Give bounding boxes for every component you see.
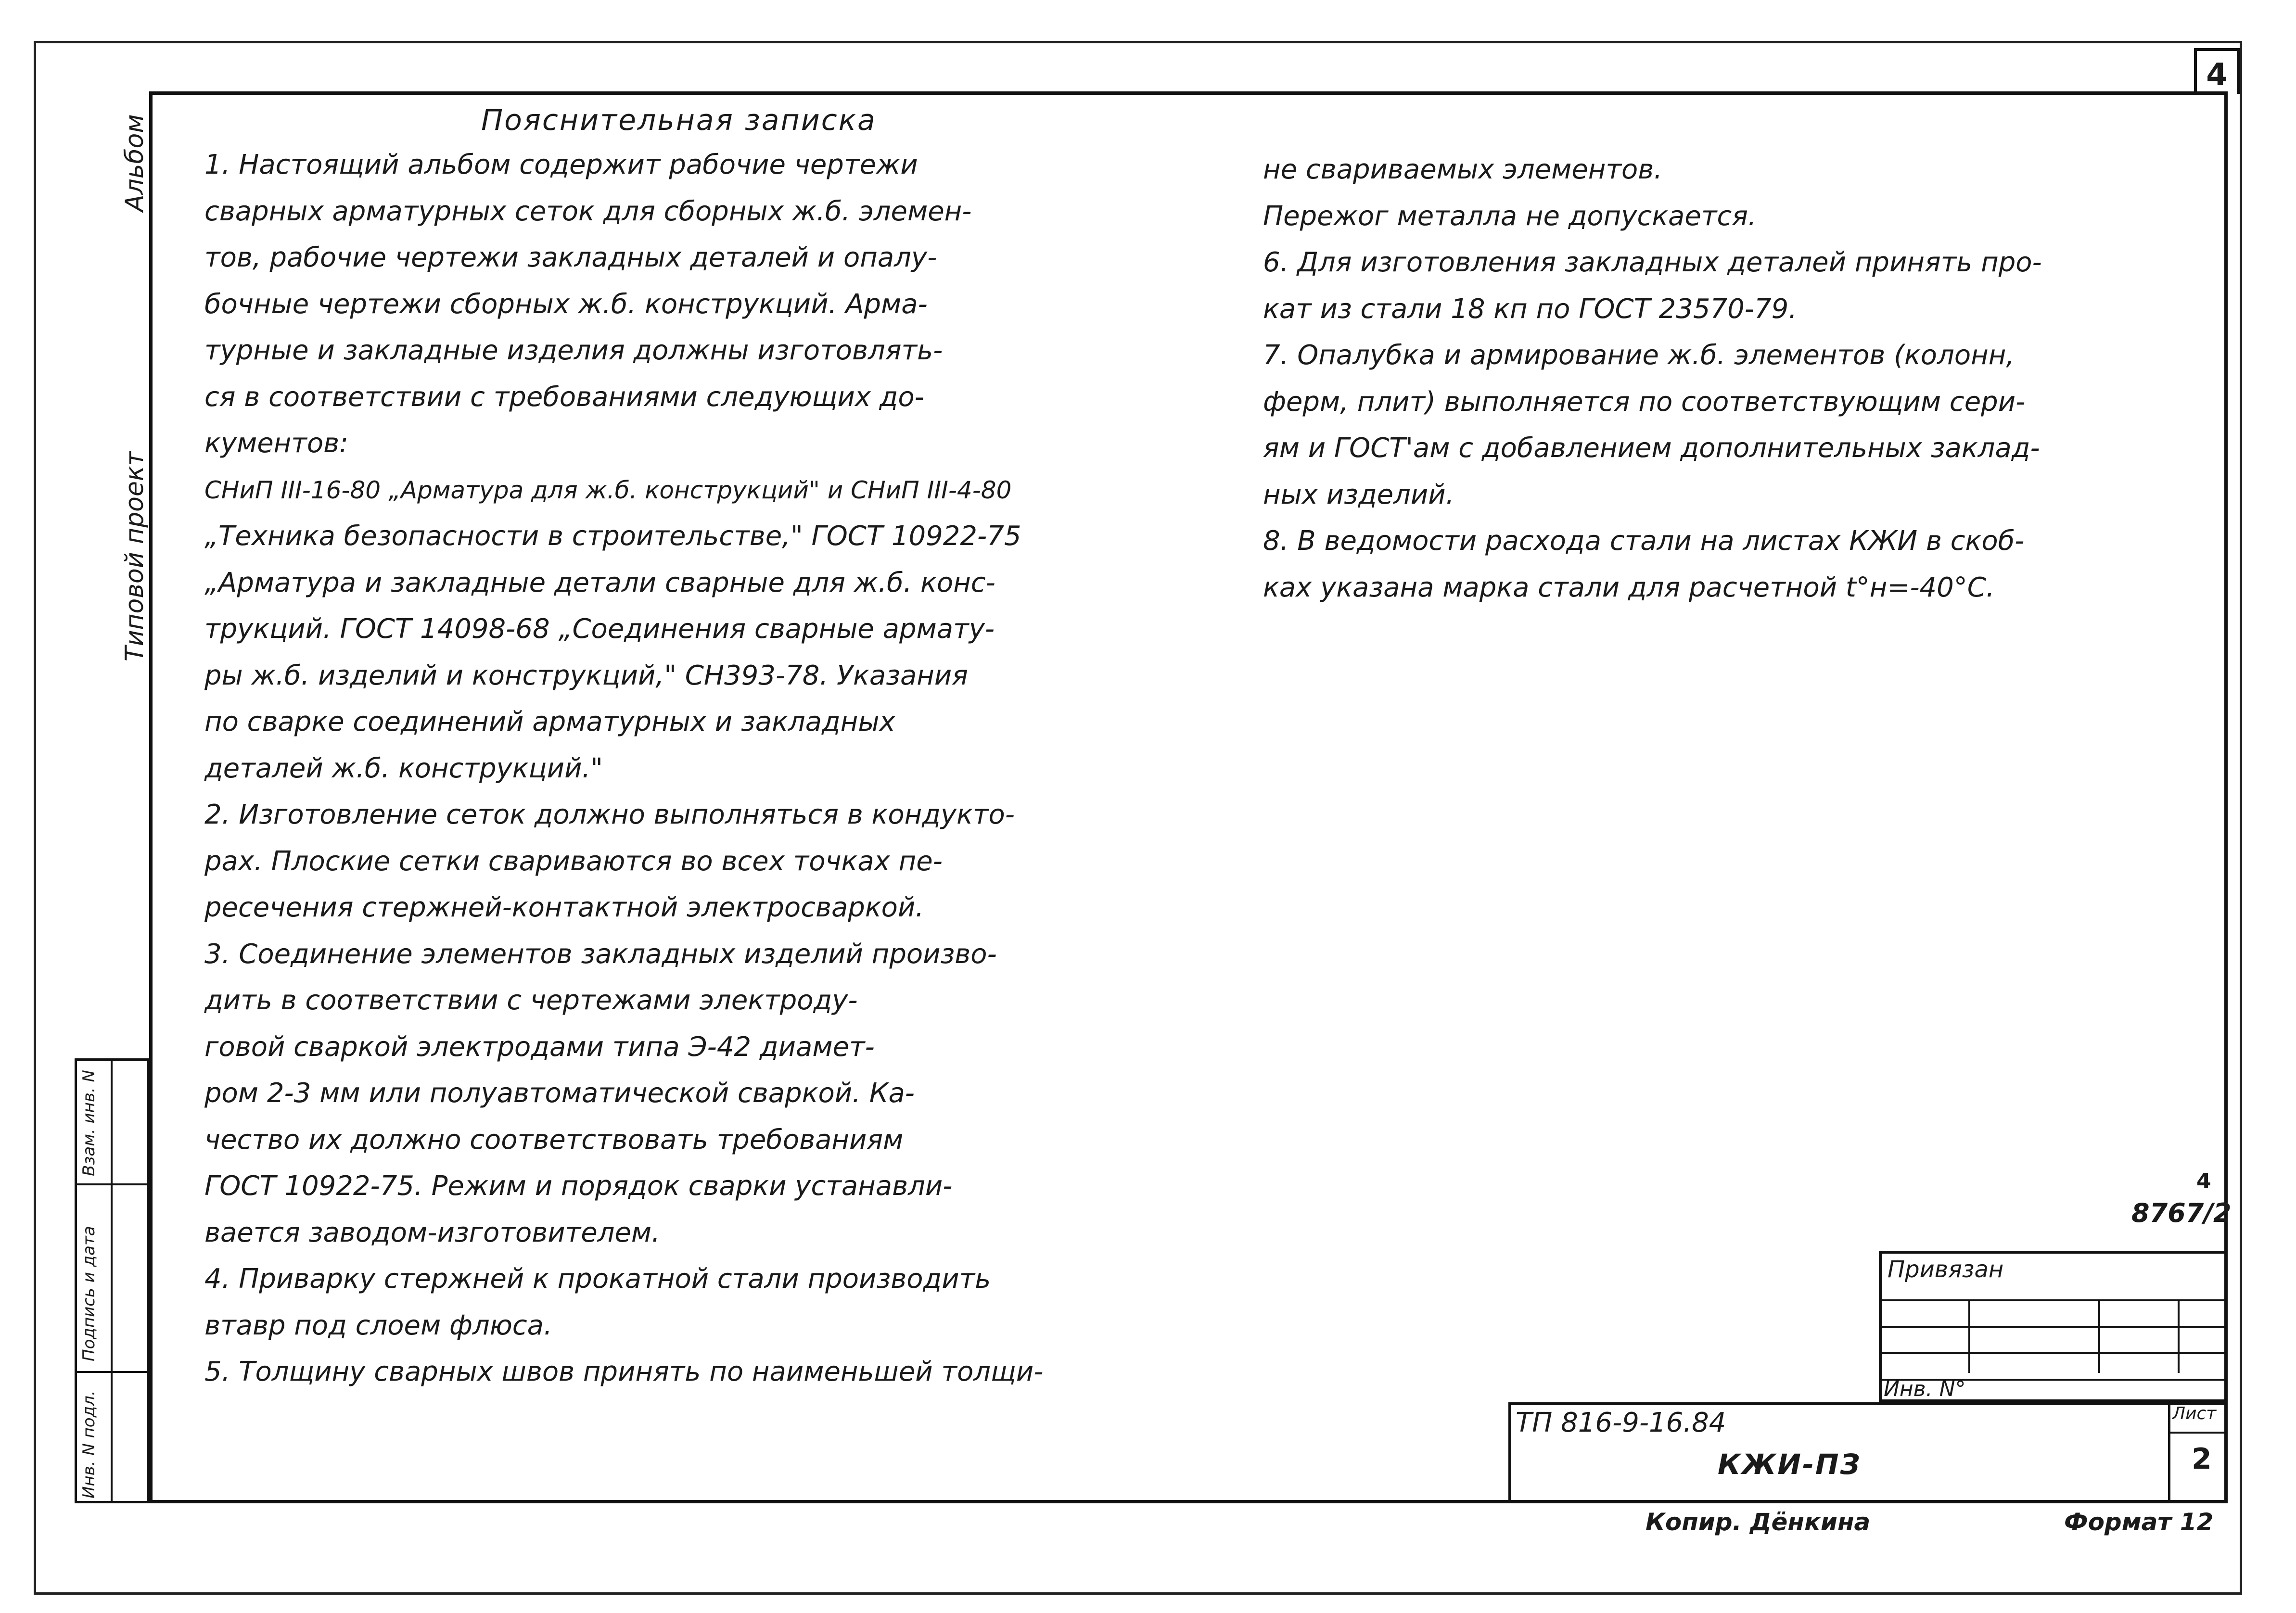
project-number: ТП 816-9-16.84 xyxy=(1516,1407,1726,1438)
note-line: 4. Приварку стержней к прокатной стали производить xyxy=(204,1263,991,1295)
note-line: трукций. ГОСТ 14098-68 „Соединения сварные армату- xyxy=(204,613,995,645)
copy-signature: Копир. Дёнкина xyxy=(1645,1508,1871,1536)
drawing-code: 8767/2 xyxy=(2131,1198,2232,1228)
stamp-vzam-inv: Взам. инв. N xyxy=(79,1070,99,1176)
note-line: чество их должно соответствовать требованиям xyxy=(204,1124,904,1156)
note-line: ках указана марка стали для расчетной t°н=-40°С. xyxy=(1263,572,1995,603)
note-line: вается заводом-изготовителем. xyxy=(204,1217,660,1248)
note-line: турные и закладные изделия должны изготовлять- xyxy=(204,335,943,366)
format-label: Формат 12 xyxy=(2064,1508,2214,1536)
note-line: втавр под слоем флюса. xyxy=(204,1309,552,1341)
note-line: ры ж.б. изделий и конструкций," СН393-78. Указания xyxy=(204,660,968,691)
note-line: рах. Плоские сетки свариваются во всех точках пе- xyxy=(204,845,943,877)
inv-number-label: Инв. N° xyxy=(1884,1377,1966,1401)
note-line: дить в соответствии с чертежами электроду- xyxy=(204,985,858,1016)
note-line: 6. Для изготовления закладных деталей принять про- xyxy=(1263,247,2042,278)
note-line: ям и ГОСТ'ам с добавлением дополнительных заклад- xyxy=(1263,432,2040,464)
note-line: ром 2-3 мм или полуавтоматической сваркой. Ка- xyxy=(204,1078,915,1109)
drawing-code-sheet: 4 xyxy=(2196,1169,2211,1194)
sheet-label: Лист xyxy=(2172,1404,2217,1423)
note-line: ных изделий. xyxy=(1263,479,1454,510)
privyazan-label: Привязан xyxy=(1888,1256,2004,1283)
note-line: 3. Соединение элементов закладных изделий произво- xyxy=(204,938,997,970)
page-number: 4 xyxy=(2194,48,2240,94)
document-code: КЖИ-ПЗ xyxy=(1718,1448,1862,1481)
stamp-signature-date: Подпись и дата xyxy=(79,1226,99,1361)
note-column-2 xyxy=(1263,147,2042,611)
note-line: говой сваркой электродами типа Э-42 диамет- xyxy=(204,1031,875,1063)
note-title: Пояснительная записка xyxy=(481,103,877,137)
note-line: по сварке соединений арматурных и закладных xyxy=(204,706,895,737)
note-line: ГОСТ 10922-75. Режим и порядок сварки устанавли- xyxy=(204,1170,953,1202)
note-line: бочные чертежи сборных ж.б. конструкций. Арма- xyxy=(204,288,928,320)
note-line: кат из стали 18 кп по ГОСТ 23570-79. xyxy=(1263,293,1798,325)
note-line: сварных арматурных сеток для сборных ж.б. элемен- xyxy=(204,195,972,227)
note-line: „Техника безопасности в строительстве," ГОСТ 10922-75 xyxy=(204,521,1021,552)
note-line: Пережог металла не допускается. xyxy=(1263,200,1757,232)
sheet-number: 2 xyxy=(2192,1442,2212,1476)
sidebar-album: Альбом xyxy=(120,114,149,212)
note-line: кументов: xyxy=(204,428,349,459)
note-line: 1. Настоящий альбом содержит рабочие чертежи xyxy=(204,149,918,180)
note-line: ся в соответствии с требованиями следующих до- xyxy=(204,381,924,413)
note-line: 5. Толщину сварных швов принять по наименьшей толщи- xyxy=(204,1356,1044,1387)
note-column-1 xyxy=(204,142,1043,1396)
stamp-inv-podl: Инв. N подл. xyxy=(79,1390,99,1499)
note-line: ресечения стержней-контактной электросваркой. xyxy=(204,892,924,923)
note-line: ферм, плит) выполняется по соответствующим сери- xyxy=(1263,386,2026,418)
note-line: деталей ж.б. конструкций." xyxy=(204,752,603,784)
sidebar-project: Типовой проект xyxy=(120,451,149,661)
note-line: тов, рабочие чертежи закладных деталей и опалу- xyxy=(204,242,937,273)
note-line: 8. В ведомости расхода стали на листах КЖИ в скоб- xyxy=(1263,525,2025,557)
note-line: 7. Опалубка и армирование ж.б. элементов (колонн, xyxy=(1263,340,2015,371)
note-line: СНиП III-16-80 „Арматура для ж.б. конструкций" и СНиП III-4-80 xyxy=(204,476,1012,504)
note-line: не свариваемых элементов. xyxy=(1263,154,1663,185)
note-line: „Арматура и закладные детали сварные для ж.б. конс- xyxy=(204,567,995,598)
note-line: 2. Изготовление сеток должно выполняться в кондукто- xyxy=(204,799,1015,830)
